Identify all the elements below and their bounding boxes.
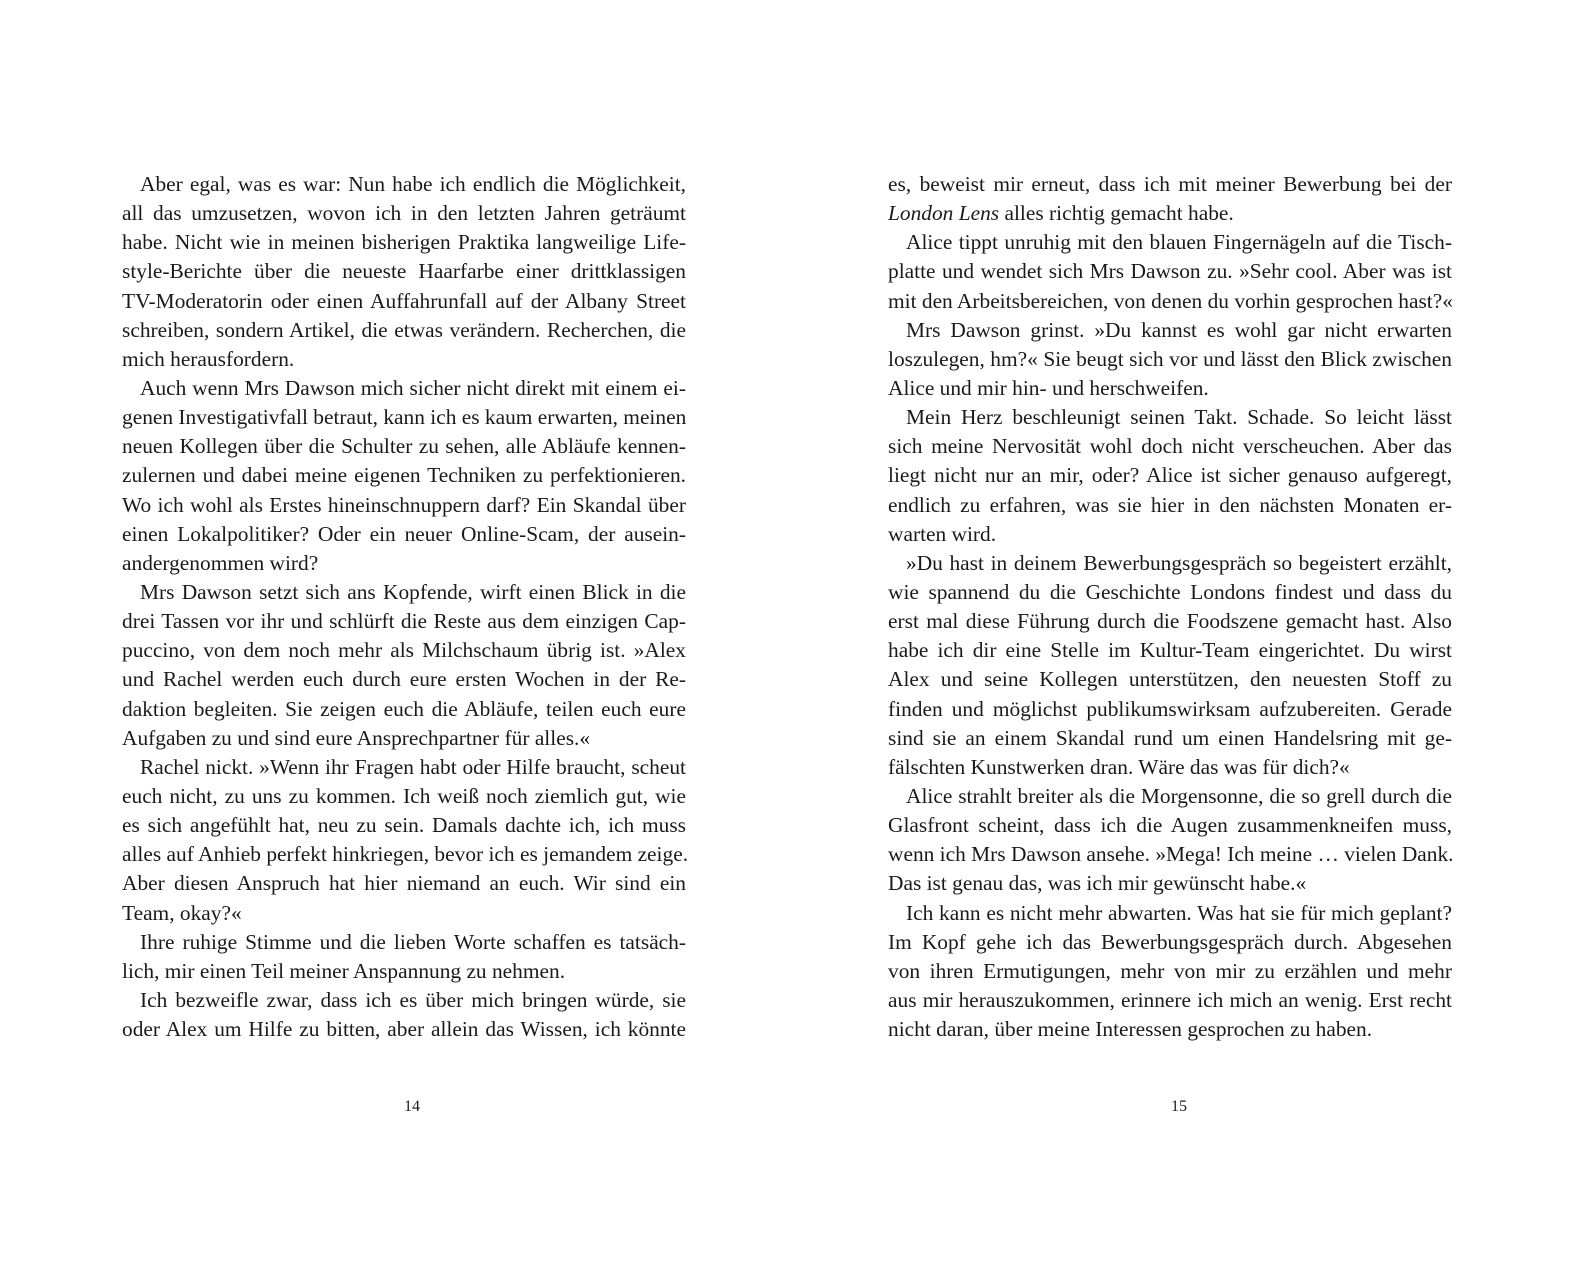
text-line: Glasfront scheint, dass ich die Augen zusammenkneifen muss, bbox=[888, 813, 1452, 838]
text-line: habe. Nicht wie in meinen bisherigen Praktika langweilige Life- bbox=[122, 230, 686, 255]
page-number-right: 15 bbox=[1171, 1098, 1187, 1115]
text-line: Mein Herz beschleunigt seinen Takt. Schade. So leicht lässt bbox=[906, 405, 1452, 430]
text-line: Alice und mir hin- und herschweifen. bbox=[888, 375, 1209, 400]
text-line: TV-Moderatorin oder einen Auffahrunfall auf der Albany Street bbox=[122, 288, 686, 313]
text-line: genen Investigativfall betraut, kann ich es kaum erwarten, meinen bbox=[122, 405, 687, 430]
text-line: Team, okay?« bbox=[122, 900, 242, 925]
text-line: fälschten Kunstwerken dran. Wäre das was für dich?« bbox=[888, 754, 1350, 779]
right-page-text bbox=[888, 170, 1452, 1044]
text-line: zulernen und dabei meine eigenen Techniken zu perfektionieren. bbox=[122, 463, 686, 488]
text-line: alles auf Anhieb perfekt hinkriegen, bevor ich es jemandem zeige. bbox=[122, 842, 689, 867]
text-line: Ich kann es nicht mehr abwarten. Was hat sie für mich geplant? bbox=[906, 900, 1452, 925]
text-line: Aufgaben zu und sind eure Ansprechpartner für alles.« bbox=[122, 725, 591, 750]
text-line: endlich zu erfahren, was sie hier in den nächsten Monaten er- bbox=[888, 492, 1452, 517]
text-line: drei Tassen vor ihr und schlürft die Reste aus dem einzigen Cap- bbox=[122, 609, 686, 634]
text-line: warten wird. bbox=[888, 521, 997, 546]
text-line: sich meine Nervosität wohl doch nicht verscheuchen. Aber das bbox=[888, 434, 1452, 459]
text-line: Ihre ruhige Stimme und die lieben Worte schaffen es tatsäch- bbox=[140, 929, 686, 954]
text-line: euch nicht, zu uns zu kommen. Ich weiß noch ziemlich gut, wie bbox=[122, 783, 686, 808]
text-line: Das ist genau das, was ich mir gewünscht habe.« bbox=[888, 871, 1307, 896]
text-line: Alice strahlt breiter als die Morgensonne, die so grell durch die bbox=[906, 783, 1452, 808]
text-line: habe ich dir eine Stelle im Kultur-Team eingerichtet. Du wirst bbox=[888, 638, 1452, 663]
text-line: Auch wenn Mrs Dawson mich sicher nicht direkt mit einem ei- bbox=[140, 375, 686, 400]
text-line: Im Kopf gehe ich das Bewerbungsgespräch durch. Abgesehen bbox=[888, 929, 1452, 954]
text-line: wie spannend du die Geschichte Londons findest und dass du bbox=[888, 579, 1452, 604]
text-line: puccino, von dem noch mehr als Milchschaum übrig ist. »Alex bbox=[122, 638, 686, 663]
text-line: und Rachel werden euch durch eure ersten Wochen in der Re- bbox=[122, 667, 686, 692]
text-line: Mrs Dawson setzt sich ans Kopfende, wirft einen Blick in die bbox=[140, 579, 686, 604]
text-line: aus mir herauszukommen, erinnere ich mich an wenig. Erst recht bbox=[888, 987, 1452, 1012]
text-line: lich, mir einen Teil meiner Anspannung zu nehmen. bbox=[122, 958, 566, 983]
text-line: sind sie an einem Skandal rund um einen Handelsring mit ge- bbox=[888, 725, 1452, 750]
right-page bbox=[797, 0, 1594, 1269]
text-line: von ihren Ermutigungen, mehr von mir zu erzählen und mehr bbox=[888, 958, 1452, 983]
text-line: Rachel nickt. »Wenn ihr Fragen habt oder Hilfe braucht, scheut bbox=[140, 754, 686, 779]
text-line: oder Alex um Hilfe zu bitten, aber allein das Wissen, ich könnte bbox=[122, 1017, 686, 1042]
text-line: einen Lokalpolitiker? Oder ein neuer Online-Scam, der ausein- bbox=[122, 521, 686, 546]
text-line: neuen Kollegen über die Schulter zu sehen, alle Abläufe kennen- bbox=[122, 434, 686, 459]
text-line-italic-title: London Lens alles richtig gemacht habe. bbox=[888, 201, 1234, 226]
text-line: schreiben, sondern Artikel, die etwas verändern. Recherchen, die bbox=[122, 317, 686, 342]
left-page-text bbox=[122, 170, 689, 1044]
text-line: Alice tippt unruhig mit den blauen Fingernägeln auf die Tisch- bbox=[906, 230, 1452, 255]
text-line: style-Berichte über die neueste Haarfarbe einer drittklassigen bbox=[122, 259, 686, 284]
text-line: es, beweist mir erneut, dass ich mit meiner Bewerbung bei der bbox=[888, 172, 1452, 196]
text-line: andergenommen wird? bbox=[122, 550, 319, 575]
text-line: erst mal diese Führung durch die Foodszene gemacht hast. Also bbox=[888, 609, 1452, 634]
text-line: Mrs Dawson grinst. »Du kannst es wohl gar nicht erwarten bbox=[906, 317, 1452, 342]
text-line: »Du hast in deinem Bewerbungsgespräch so begeistert erzählt, bbox=[906, 550, 1452, 575]
text-line: Wo ich wohl als Erstes hineinschnuppern darf? Ein Skandal über bbox=[122, 492, 686, 517]
text-line: Aber diesen Anspruch hat hier niemand an euch. Wir sind ein bbox=[122, 871, 686, 896]
text-line: wenn ich Mrs Dawson ansehe. »Mega! Ich meine … vielen Dank. bbox=[888, 842, 1454, 867]
text-line: es sich angefühlt hat, neu zu sein. Damals dachte ich, ich muss bbox=[122, 813, 686, 838]
text-line: mich herausfordern. bbox=[122, 346, 295, 371]
text-line: Alex und seine Kollegen unterstützen, den neuesten Stoff zu bbox=[888, 667, 1452, 692]
text-line: Ich bezweifle zwar, dass ich es über mich bringen würde, sie bbox=[140, 987, 686, 1012]
text-line: liegt nicht nur an mir, oder? Alice ist sicher genauso aufgeregt, bbox=[888, 463, 1452, 488]
text-line: finden und möglichst publikumswirksam aufzubereiten. Gerade bbox=[888, 696, 1452, 721]
text-line: mit den Arbeitsbereichen, von denen du vorhin gesprochen hast?« bbox=[888, 288, 1453, 313]
text-line: daktion begleiten. Sie zeigen euch die Abläufe, teilen euch eure bbox=[122, 696, 686, 721]
text-line: nicht daran, über meine Interessen gesprochen zu haben. bbox=[888, 1017, 1373, 1042]
text-line: all das umzusetzen, wovon ich in den letzten Jahren geträumt bbox=[122, 201, 686, 226]
text-line: Aber egal, was es war: Nun habe ich endlich die Möglichkeit, bbox=[140, 172, 686, 196]
page-number-left: 14 bbox=[404, 1098, 420, 1115]
text-line: loszulegen, hm?« Sie beugt sich vor und lässt den Blick zwischen bbox=[888, 346, 1452, 371]
text-line: platte und wendet sich Mrs Dawson zu. »Sehr cool. Aber was ist bbox=[888, 259, 1452, 284]
